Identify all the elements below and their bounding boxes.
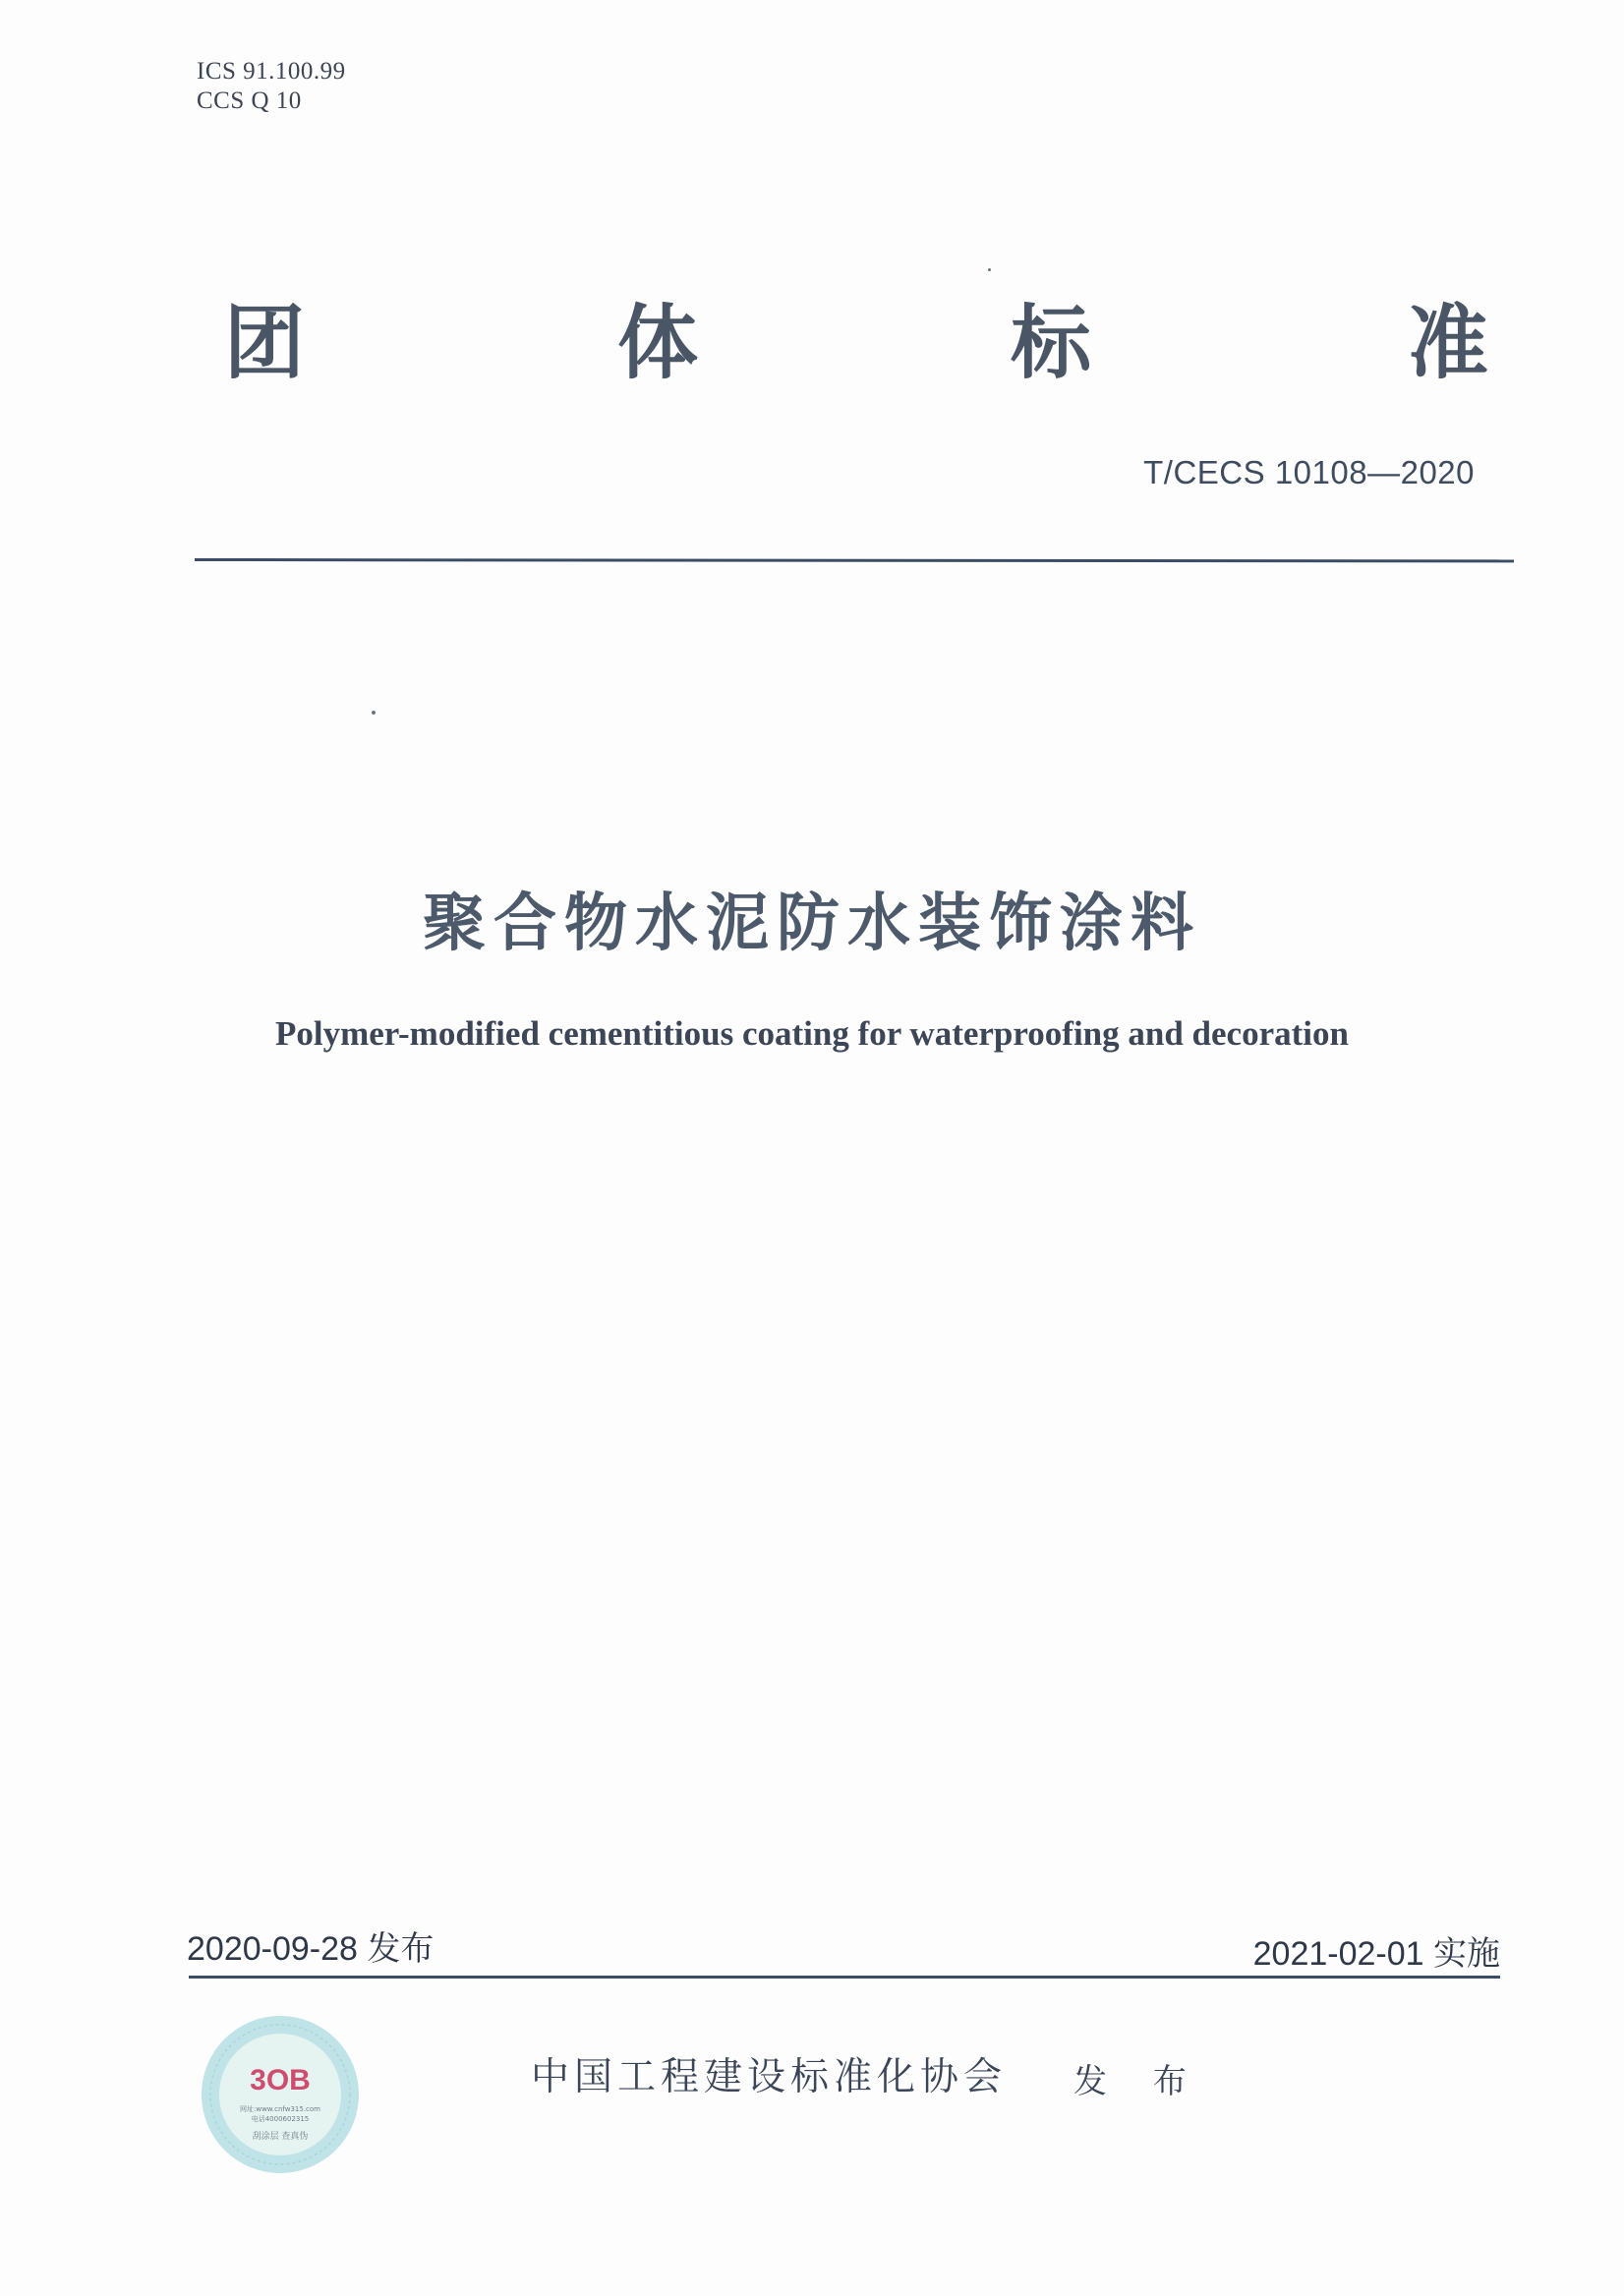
standard-type-char-3: 标 (1011, 297, 1092, 390)
publisher-action: 发 布 (1073, 2062, 1204, 2101)
publisher-name: 中国工程建设标准化协会 (531, 2055, 1008, 2099)
standard-type-char-1: 团 (224, 297, 306, 390)
implementation-date: 2021-02-01 实施 (1252, 1935, 1500, 1973)
standard-type-char-2: 体 (617, 297, 699, 390)
scan-speck (372, 711, 376, 715)
standard-type-char-4: 准 (1408, 297, 1489, 390)
bottom-divider (189, 1976, 1500, 1979)
top-divider (195, 558, 1514, 562)
ics-code: ICS 91.100.99 (197, 58, 346, 85)
issue-date: 2020-09-28 发布 (187, 1930, 435, 1968)
anti-counterfeit-seal (199, 2013, 362, 2176)
ccs-code: CCS Q 10 (197, 87, 302, 114)
title-english: Polymer-modified cementitious coating for waterproofing and decoration (275, 1014, 1349, 1053)
standard-number: T/CECS 10108—2020 (1143, 454, 1475, 490)
title-chinese: 聚合物水泥防水装饰涂料 (423, 888, 1201, 960)
seal-emblem: 3OB (250, 2064, 311, 2096)
seal-scratch-note: 刮涂层 查真伪 (252, 2132, 309, 2142)
classification-codes (197, 57, 346, 116)
scan-speck (988, 268, 991, 271)
standard-type-heading (224, 295, 1502, 393)
seal-phone: 电话4000602315 (251, 2115, 310, 2123)
seal-website: 网址:www.cnfw315.com (239, 2105, 321, 2113)
